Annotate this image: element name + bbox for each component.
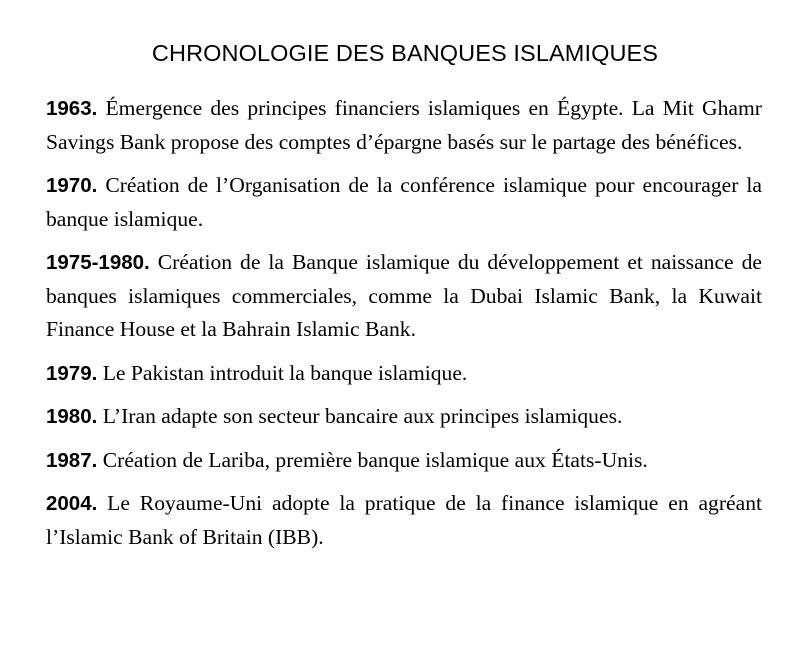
entry-year: 1975-1980.: [46, 251, 150, 274]
entry-text: Création de la Banque islamique du développement et naissance de banques islamiques commerciales, comme la Dubai Islamic Bank, la Kuwait Finance House et la Bahrain Islamic Bank.: [46, 250, 762, 341]
timeline-entry-1963: [46, 92, 762, 159]
entry-text: Le Royaume-Uni adopte la pratique de la finance islamique en agréant l’Islamic Bank of Britain (IBB).: [46, 491, 763, 549]
entry-year: 1987.: [46, 448, 98, 472]
entry-text: Création de Lariba, première banque islamique aux États-Unis.: [102, 447, 648, 472]
entry-text: Création de l’Organisation de la conférence islamique pour encourager la banque islamique.: [46, 173, 762, 231]
timeline-entry-1970: [46, 169, 762, 236]
page-title: CHRONOLOGIE DES BANQUES ISLAMIQUES: [151, 40, 659, 66]
timeline-entry-1979: [46, 357, 762, 391]
entry-year: 1980.: [46, 405, 98, 428]
entry-year: 1979.: [46, 361, 98, 385]
timeline-entry-1980: [46, 400, 762, 434]
entry-text: Le Pakistan introduit la banque islamique.: [102, 360, 468, 385]
entry-text: Émergence des principes financiers islamiques en Égypte. La Mit Ghamr Savings Bank propose des comptes d’épargne basés sur le partage des bénéfices.: [46, 96, 762, 154]
timeline-entry-2004: [46, 487, 762, 554]
entry-year: 1970.: [46, 174, 98, 197]
timeline-entry-1987: [46, 444, 762, 478]
entry-year: 1963.: [46, 97, 98, 120]
timeline-entry-1975-1980: [46, 246, 762, 347]
entry-text: L’Iran adapte son secteur bancaire aux principes islamiques.: [102, 404, 623, 428]
entry-year: 2004.: [46, 492, 98, 515]
